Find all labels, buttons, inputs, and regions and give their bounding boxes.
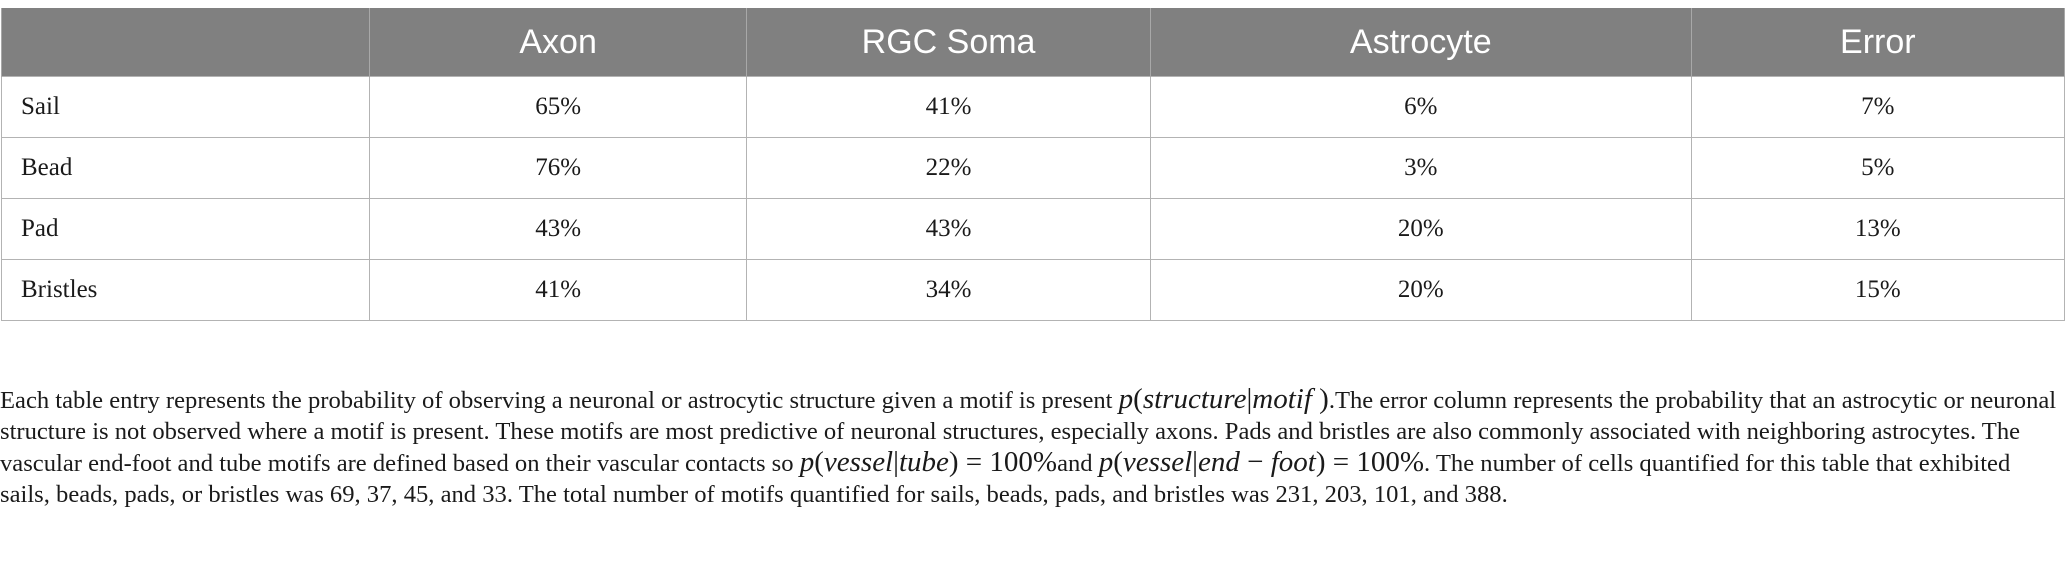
table-cell: 7% [1691, 77, 2064, 138]
math-paren: ) [1311, 383, 1329, 415]
header-cell-astrocyte: Astrocyte [1150, 8, 1691, 77]
math-paren: ( [1133, 383, 1143, 415]
math-var: structure [1142, 383, 1247, 415]
table-cell: 13% [1691, 199, 2064, 260]
formula-vessel-given-tube [800, 446, 1057, 478]
math-paren: ( [814, 446, 824, 478]
footnote-text: . The number of cells quantified for this table that exhibited sails, beads, pads, or bristles was 69, 37, 45, and 33. The total number of motifs quantified for sails, beads, pads, and bristles was 231, 203, 101, and 388. [0, 450, 2011, 508]
header-cell-rgc-soma: RGC Soma [747, 8, 1151, 77]
math-minus: − [1239, 446, 1271, 478]
table-row [2, 138, 2065, 199]
math-paren: ) [948, 446, 959, 478]
math-var: vessel [1122, 446, 1193, 478]
footnote-text: .The error column represents the probability that an astrocytic or neuronal structure is not observed where a motif is present. These motifs are most predictive of neuronal structures, especially axons. Pads and bristles are also commonly associated with neighboring astrocytes. The vascular end-foot and tube motifs are defined based on their vascular contacts so [0, 387, 2057, 477]
table-cell: 6% [1150, 77, 1691, 138]
row-label: Bristles [2, 260, 370, 321]
table-cell: 20% [1150, 260, 1691, 321]
math-value: 100% [989, 446, 1058, 478]
math-paren: ) [1315, 446, 1326, 478]
table-cell: 15% [1691, 260, 2064, 321]
math-p: p [1098, 446, 1114, 478]
math-value: 100% [1356, 446, 1425, 478]
table-row [2, 77, 2065, 138]
table-cell: 20% [1150, 199, 1691, 260]
table-cell: 43% [747, 199, 1151, 260]
math-eq: = [1325, 446, 1357, 478]
math-var: foot [1270, 446, 1316, 478]
math-var: end [1197, 446, 1240, 478]
table-cell: 3% [1150, 138, 1691, 199]
table-cell: 22% [747, 138, 1151, 199]
table-cell: 41% [747, 77, 1151, 138]
table-cell: 65% [370, 77, 747, 138]
table-cell: 41% [370, 260, 747, 321]
results-table [1, 8, 2065, 321]
math-paren: ( [1113, 446, 1123, 478]
table-cell: 76% [370, 138, 747, 199]
row-label: Sail [2, 77, 370, 138]
table-cell: 43% [370, 199, 747, 260]
row-label: Bead [2, 138, 370, 199]
header-row [2, 8, 2065, 77]
math-p: p [799, 446, 815, 478]
math-var: tube [898, 446, 949, 478]
row-label: Pad [2, 199, 370, 260]
math-p: p [1118, 383, 1134, 415]
math-eq: = [958, 446, 990, 478]
header-cell-corner [2, 8, 370, 77]
math-bar: | [1192, 446, 1198, 478]
header-cell-error: Error [1691, 8, 2064, 77]
math-bar: | [893, 446, 899, 478]
table-footnote [0, 384, 2062, 510]
header-cell-axon: Axon [370, 8, 747, 77]
table-row [2, 199, 2065, 260]
table-row [2, 260, 2065, 321]
formula-vessel-given-end-foot [1099, 446, 1424, 478]
math-var: vessel [823, 446, 894, 478]
math-bar: | [1246, 383, 1253, 415]
math-var: motif [1252, 383, 1312, 415]
formula-structure-given-motif [1119, 383, 1329, 415]
footnote-text: and [1057, 450, 1099, 477]
table-cell: 5% [1691, 138, 2064, 199]
table-cell: 34% [747, 260, 1151, 321]
footnote-text: Each table entry represents the probability of observing a neuronal or astrocytic structure given a motif is present [0, 387, 1119, 414]
